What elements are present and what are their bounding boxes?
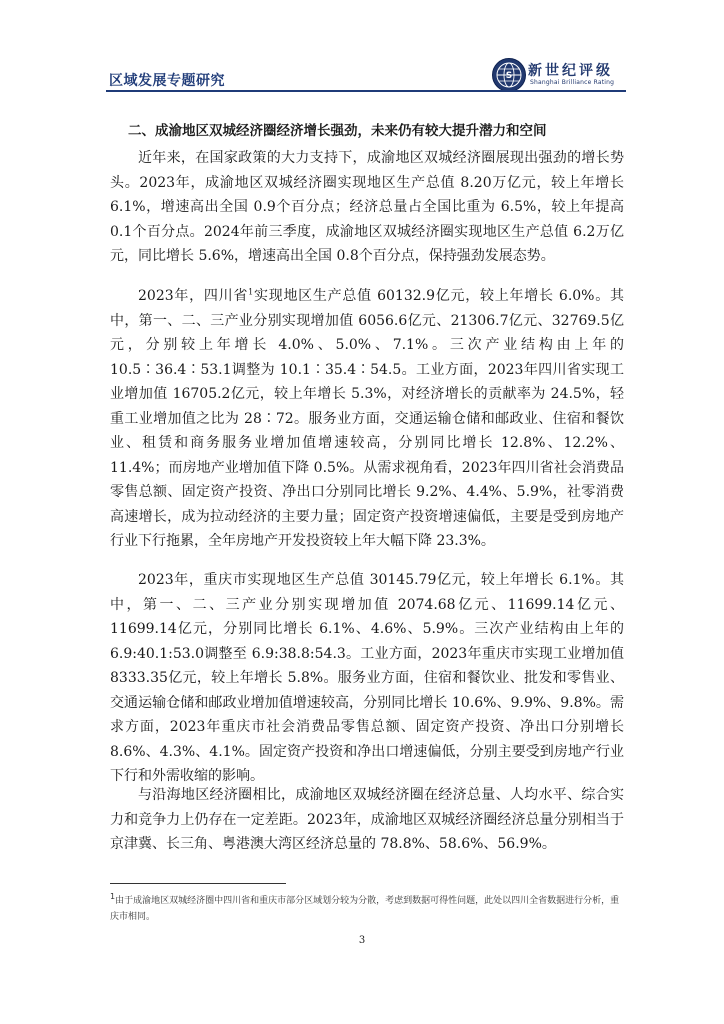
logo-chinese-text: 新世纪评级 (528, 63, 613, 79)
logo-english-text: Shanghai Brilliance Rating (530, 79, 615, 86)
globe-logo-icon (492, 58, 526, 92)
header-title: 区域发展专题研究 (109, 73, 225, 89)
page-number: 3 (358, 935, 366, 946)
footnote-mark: 1 (110, 892, 116, 901)
footnote (110, 893, 624, 925)
header-divider (106, 90, 626, 92)
sichuan-lead-text: 2023年，四川省 (138, 288, 249, 304)
footnote-reference: 1 (248, 287, 254, 297)
sichuan-body-text: 实现地区生产总值 60132.9亿元，较上年增长 6.0%。其中，第一、二、三产业分别实现增加值 6056.6亿元、21306.7亿元、32769.5亿元，分别较上年增长 4.0%、5.0%、7.1%。三次产业结构由上年的 10.5∶36.4∶53.1调整为 10.1∶35.4∶54.5。工业方面，2023年四川省实现工业增加值 16705.2亿元，较上年增长 5.3%，对经济增长的贡献率为 24.5%，轻重工业增加值之比为 28∶72。服务业方面，交通运输仓储和邮政业、住宿和餐饮业、租赁和商务服务业增加值增速较高，分别同比增长 12.8%、12.2%、11.4%；而房地产业增加值下降 0.5%。从需求视角看，2023年四川省社会消费品零售总额、固定资产投资、净出口分别同比增长 9.2%、4.4%、5.9%，社零消费高速增长，成为拉动经济的主要力量；固定资产投资增速偏低，主要是受到房地产行业下行拖累，全年房地产开发投资较上年大幅下降 23.3%。 (110, 288, 624, 549)
footnote-text: 由于成渝地区双城经济圈中四川省和重庆市部分区域划分较为分散，考虑到数据可得性问题，此处以四川全省数据进行分析，重庆市相同。 (110, 896, 620, 922)
section-heading: 二、成渝地区双城经济圈经济增长强劲，未来仍有较大提升潜力和空间 (128, 123, 547, 139)
paragraph-comparison: 与沿海地区经济圈相比，成渝地区双城经济圈在经济总量、人均水平、综合实力和竞争力上仍存在一定差距。2023年，成渝地区双城经济圈经济总量分别相当于京津冀、长三角、粤港澳大湾区经济总量的 78.8%、58.6%、56.9%。 (110, 787, 624, 852)
footnote-divider (110, 883, 286, 884)
paragraph-chongqing: 2023年，重庆市实现地区生产总值 30145.79亿元，较上年增长 6.1%。其中，第一、二、三产业分别实现增加值 2074.68亿元、11699.14亿元、11699.14亿元，分别同比增长 6.1%、4.6%、5.9%。三次产业结构由上年的 6.9:40.1:53.0调整至 6.9:38.8:54.3。工业方面，2023年重庆市实现工业增加值 8333.35亿元，较上年增长 5.8%。服务业方面，住宿和餐饮业、批发和零售业、交通运输仓储和邮政业增加值增速较高，分别同比增长 10.6%、9.9%、9.8%。需求方面，2023年重庆市社会消费品零售总额、固定资产投资、净出口分别增长 8.6%、4.3%、4.1%。固定资产投资和净出口增速偏低，分别主要受到房地产行业下行和外需收缩的影响。 (110, 572, 624, 784)
paragraph-overview: 近年来，在国家政策的大力支持下，成渝地区双城经济圈展现出强劲的增长势头。2023年，成渝地区双城经济圈实现地区生产总值 8.20万亿元，较上年增长 6.1%，增速高出全国 0.9个百分点；经济总量占全国比重为 6.5%，较上年提高 0.1个百分点。2024年前三季度，成渝地区双城经济圈实现地区生产总值 6.2万亿元，同比增长 5.6%，增速高出全国 0.8个百分点，保持强劲发展态势。 (110, 150, 624, 264)
paragraph-sichuan (110, 284, 624, 554)
svg-text:S: S (505, 71, 513, 81)
company-logo (492, 58, 624, 92)
